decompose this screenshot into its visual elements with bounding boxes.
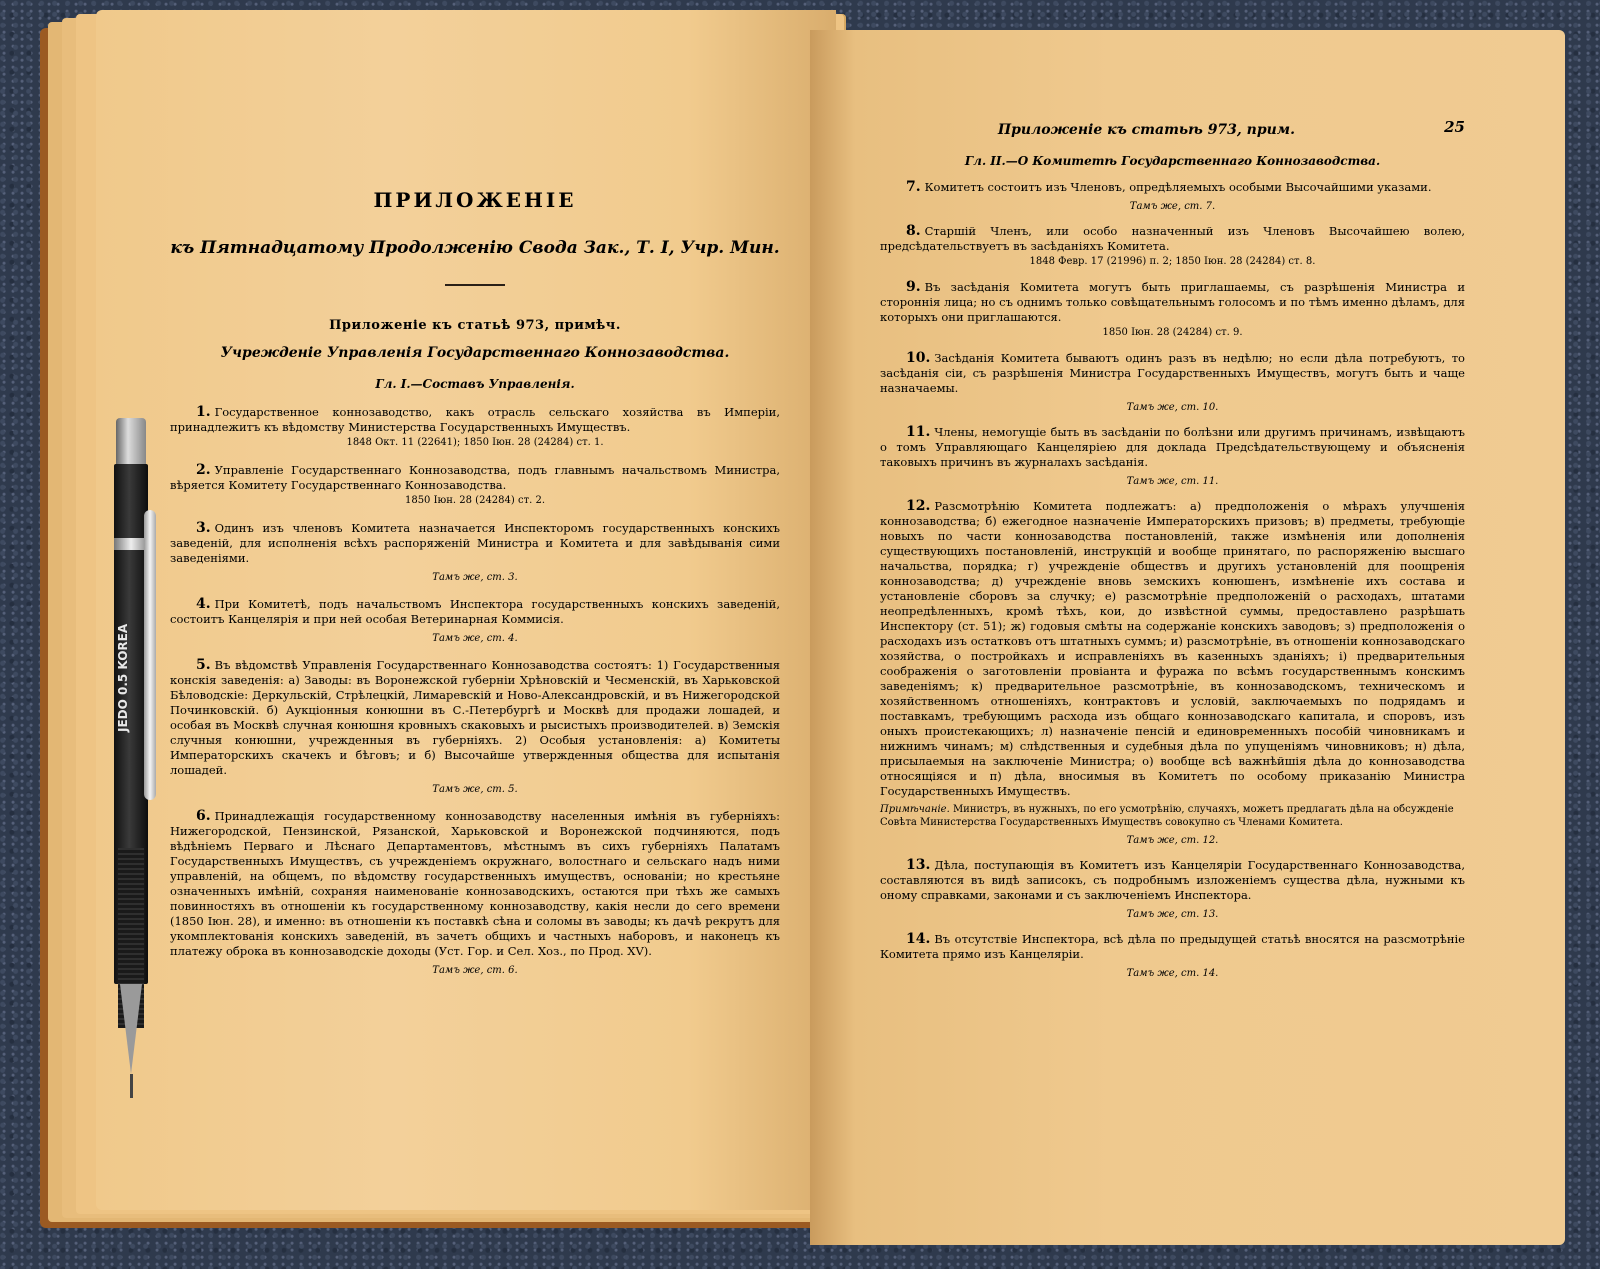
article-text: Дѣла, поступающія въ Комитетъ изъ Канцеляріи Государственнаго Коннозаводства, составляются въ видѣ записокъ, съ подробнымъ изложеніемъ существа дѣла, нужными къ оному справками, законами и съ заключеніемъ Инспектора. <box>880 858 1465 902</box>
running-header <box>880 118 1465 140</box>
page-number: 25 <box>1444 118 1465 136</box>
article-number: 1. <box>196 404 211 420</box>
article-source: Тамъ же, ст. 12. <box>1126 835 1219 846</box>
appendix-title: Приложеніе къ статьѣ 973, примѣч. <box>329 318 621 333</box>
article-text: Одинъ изъ членовъ Комитета назначается Инспекторомъ государственныхъ конскихъ заведеній, для исполненія всѣхъ распоряженій Министра и Комитета и для завѣдыванія сими заведеніями. <box>170 521 780 565</box>
article-source: Тамъ же, ст. 7. <box>1129 201 1216 212</box>
article-source: Тамъ же, ст. 6. <box>432 965 518 976</box>
article-text: Въ отсутствіе Инспектора, всѣ дѣла по предыдущей статьѣ вносятся на разсмотрѣніе Комитета прямо изъ Канцеляріи. <box>880 932 1465 961</box>
running-header-text: Приложеніе къ статьѣ 973, прим. <box>997 122 1295 138</box>
article <box>880 351 1465 396</box>
mechanical-pencil <box>110 418 172 1098</box>
article <box>880 499 1465 799</box>
chapter-heading: Гл. I.—Составъ Управленія. <box>375 377 575 391</box>
article-source: Тамъ же, ст. 10. <box>1126 402 1219 413</box>
article <box>880 932 1465 962</box>
article-source: Тамъ же, ст. 14. <box>1126 968 1219 979</box>
page-title: ПРИЛОЖЕНІЕ <box>373 188 577 212</box>
article-source: 1848 Февр. 17 (21996) п. 2; 1850 Іюн. 28 (24284) ст. 8. <box>1029 256 1316 267</box>
article-text: Комитетъ состоитъ изъ Членовъ, опредѣляемыхъ особыми Высочайшими указами. <box>924 180 1432 194</box>
article-number: 2. <box>196 462 211 478</box>
article-text: Члены, немогущіе быть въ засѣданіи по болѣзни или другимъ причинамъ, извѣщаютъ о томъ Управляющаго Канцеляріею для доклада Предсѣдательствующему и объясненія таковыхъ причинъ въ журналахъ засѣданія. <box>880 425 1465 469</box>
pencil-cone <box>120 984 142 1074</box>
article-number: 14. <box>906 931 931 947</box>
article-number: 9. <box>906 279 921 295</box>
article-note <box>880 803 1465 829</box>
pencil-band <box>114 538 148 550</box>
article-source: Тамъ же, ст. 13. <box>1126 909 1219 920</box>
article <box>880 858 1465 903</box>
right-page-content <box>880 118 1465 979</box>
article-text: Засѣданія Комитета бываютъ одинъ разъ въ недѣлю; но если дѣла потребуютъ, то засѣданія сіи, съ разрѣшенія Министра Государственныхъ Имуществъ, могутъ быть и чаще назначаемы. <box>880 351 1465 395</box>
article-number: 12. <box>906 498 931 514</box>
page-subtitle: къ Пятнадцатому Продолженію Свода Зак., Т. I, Учр. Мин. <box>170 238 780 258</box>
pencil-tip <box>130 1074 133 1098</box>
article-text: Принадлежащія государственному коннозаводству населенныя имѣнія въ губерніяхъ: Нижегородской, Пензинской, Рязанской, Харьковской и Воронежской подчиняются, подъ вѣдѣніемъ Перваго и Лѣснаго Департаментовъ, мѣстнымъ въ сихъ губерніяхъ Палатамъ Государственныхъ Имуществъ, съ учрежденіемъ окружнаго, волостнаго и сельскаго надъ ними управленій, на общемъ, по вѣдомству государственныхъ имуществъ, основаніи; но крестьяне означенныхъ имѣній, сохраняя наименованіе коннозаводскихъ, остаются при тѣхъ же самыхъ повинностяхъ въ отношеніи къ государственному коннозаводству, какія несли до сего времени (1850 Іюн. 28), и именно: въ отношеніи къ поставкѣ сѣна и соломы въ заводы; къ дачѣ рекрутъ для укомплектованія конскихъ заведеній, въ зачетъ общихъ и частныхъ наборовъ, и наконецъ къ платежу оброка въ коннозаводскіе доходы (Уст. Гор. и Сел. Хоз., по Прод. XV). <box>170 809 780 958</box>
article-number: 7. <box>906 179 921 195</box>
divider <box>445 284 505 286</box>
chapter-heading: Гл. II.—О Комитетѣ Государственнаго Коннозаводства. <box>964 154 1381 168</box>
article-source: Тамъ же, ст. 4. <box>432 633 518 644</box>
article <box>170 597 780 627</box>
pencil-cap <box>116 418 146 464</box>
pencil-brand-label: JEDO 0.5 KOREA <box>116 623 130 733</box>
article <box>170 405 780 435</box>
article-text: Разсмотрѣнію Комитета подлежатъ: а) предположенія о мѣрахъ улучшенія коннозаводства; б) ежегодное назначеніе Императорскихъ призовъ; в) предметы, требующіе новыхъ по части коннозаводства постановленій, также измѣненія или дополненія существующихъ постановленій, инструкцій и вообще принятаго, по распоряженію высшаго начальства, порядка; г) учрежденіе обществъ и другихъ установленій для поощренія коннозаводства; д) учрежденіе вновь земскихъ конюшенъ, измѣненіе ихъ состава и установленіе сборовъ за случку; е) разсмотрѣніе предположеній о расходахъ, штатами неопредѣленныхъ, кромѣ тѣхъ, кои, до извѣстной суммы, предоставлено разрѣшать Инспектору (ст. 51); ж) годовыя смѣты на содержаніе конскихъ заводовъ; з) предположенія о расходахъ изъ остатковъ отъ штатныхъ суммъ; и) разсмотрѣніе, въ отношеніи коннозаводскаго хозяйства, о постройкахъ и исправленіяхъ въ казенныхъ зданіяхъ; і) предварительныя соображенія о заготовленіи провіанта и фуража по всѣмъ государственнымъ конскимъ заведеніямъ; к) предварительное разсмотрѣніе, въ коннозаводскомъ, техническомъ и хозяйственномъ отношеніяхъ, контрактовъ и условій, заключаемыхъ по подрядамъ и поставкамъ, требующимъ расхода изъ общаго коннозаводскаго капитала, и споровъ, изъ оныхъ проистекающихъ; л) назначеніе пенсій и единовременныхъ пособій чиновникамъ и нижнимъ чинамъ; м) слѣдственныя и судебныя дѣла по упущеніямъ чиновниковъ; н) дѣла, присылаемыя на заключеніе Министра; о) вообще всѣ важнѣйшія дѣла до коннозаводства относящіяся и п) дѣла, вносимыя въ Комитетъ по особому приказанію Министра Государственныхъ Имуществъ. <box>880 499 1465 798</box>
article-number: 3. <box>196 520 211 536</box>
article <box>880 425 1465 470</box>
article-source: 1850 Іюн. 28 (24284) ст. 9. <box>1102 327 1243 338</box>
article-text: Въ вѣдомствѣ Управленія Государственнаго Коннозаводства состоятъ: 1) Государственныя конскія заведенія: а) Заводы: въ Воронежской губерніи Хрѣновскій и Чесменскій, въ Харьковской Бѣловодскіе: Деркульскій, Стрѣлецкій, Лимаревскій и Ново-Александровскій, и въ Нижегородской Починковскій. б) Аукціонныя конюшни въ С.-Петербургѣ и Москвѣ для продажи лошадей, и особая въ Москвѣ случная конюшня кровныхъ скаковыхъ и рысистыхъ производителей. в) Земскія случныя конюшни, учрежденныя въ губерніяхъ. 2) Особыя установленія: а) Комитеты Императорскихъ скачекъ и бѣговъ; и б) Высочайше утвержденныя общества для испытанія лошадей. <box>170 658 780 777</box>
article <box>880 180 1465 195</box>
article-text: При Комитетѣ, подъ начальствомъ Инспектора государственныхъ конскихъ заведеній, состоитъ Канцелярія и при ней особая Ветеринарная Коммисія. <box>170 597 780 626</box>
article-number: 13. <box>906 857 931 873</box>
article-source: Тамъ же, ст. 11. <box>1126 476 1219 487</box>
article-number: 8. <box>906 223 921 239</box>
note-label: Примѣчаніе. <box>880 804 950 815</box>
article <box>170 658 780 778</box>
article-source: 1848 Окт. 11 (22641); 1850 Іюн. 28 (24284) ст. 1. <box>346 437 604 448</box>
article-number: 4. <box>196 596 211 612</box>
article-text: Старшій Членъ, или особо назначенный изъ Членовъ Высочайшею волею, предсѣдательствуетъ въ засѣданіяхъ Комитета. <box>880 224 1465 253</box>
article <box>880 224 1465 254</box>
article-text: Государственное коннозаводство, какъ отрасль сельскаго хозяйства въ Имперіи, принадлежитъ къ вѣдомству Министерства Государственныхъ Имуществъ. <box>170 405 780 434</box>
note-text: Министръ, въ нужныхъ, по его усмотрѣнію, случаяхъ, можетъ предлагать дѣла на обсужденіе Совѣта Министерства Государственныхъ Имуществъ совокупно съ Членами Комитета. <box>880 804 1454 828</box>
article-number: 10. <box>906 350 931 366</box>
article-source: 1850 Іюн. 28 (24284) ст. 2. <box>404 495 546 506</box>
article <box>170 521 780 566</box>
institution-title: Учрежденіе Управленія Государственнаго Коннозаводства. <box>220 345 730 361</box>
article <box>880 280 1465 325</box>
left-page-content <box>170 180 780 976</box>
article <box>170 463 780 493</box>
article-source: Тамъ же, ст. 3. <box>432 572 518 583</box>
article-source: Тамъ же, ст. 5. <box>432 784 518 795</box>
article-number: 11. <box>906 424 931 440</box>
article-number: 6. <box>196 808 211 824</box>
article-number: 5. <box>196 657 211 673</box>
article-text: Управленіе Государственнаго Коннозаводства, подъ главнымъ начальствомъ Министра, вѣряется Комитету Государственнаго Коннозаводства. <box>170 463 780 492</box>
article-text: Въ засѣданія Комитета могутъ быть приглашаемы, съ разрѣшенія Министра и стороннія лица; но съ однимъ только совѣщательнымъ голосомъ и по тѣмъ именно дѣламъ, для которыхъ они приглашаются. <box>880 280 1465 324</box>
article <box>170 809 780 959</box>
